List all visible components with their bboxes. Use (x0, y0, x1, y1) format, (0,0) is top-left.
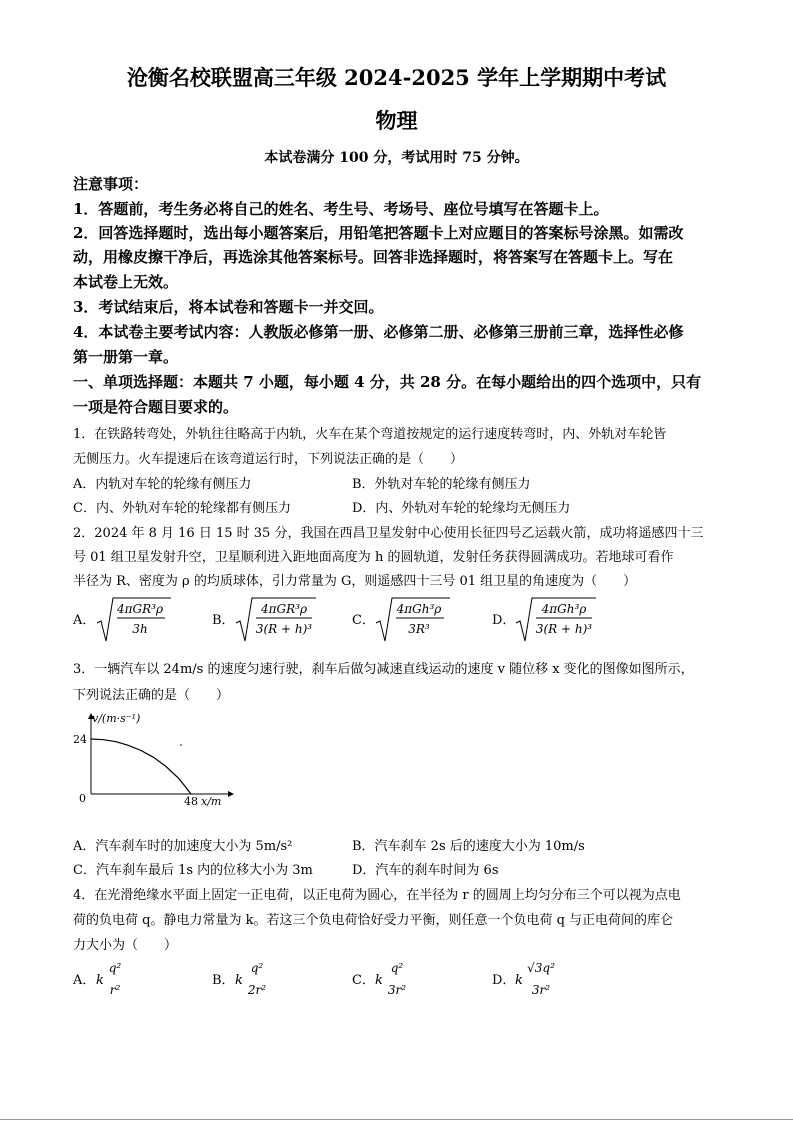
q1-stem: 1．在铁路转弯处，外轨往往略高于内轨，火车在某个弯道按规定的运行速度转弯时，内、外轨对车轮皆 (73, 427, 667, 442)
numerator: 4πGh³ρ (396, 602, 442, 616)
note-line: 第一册第一章。 (73, 348, 179, 366)
notes-heading: 注意事项： (73, 175, 149, 193)
denominator: 3h (132, 622, 148, 636)
q1-option-d: D．内、外轨对车轮的轮缘均无侧压力 (352, 501, 571, 516)
stray-dot (180, 744, 182, 746)
footer-rule (0, 1119, 793, 1120)
q1-stem: 无侧压力。火车提速后在该弯道运行时，下列说法正确的是（ ） (73, 452, 464, 467)
section-heading: 一项是符合题目要求的。 (73, 398, 239, 416)
numerator: 4πGR³ρ (260, 602, 308, 616)
q1-option-b: B．外轨对车轮的轮缘有侧压力 (352, 477, 531, 492)
q2-option-c (352, 595, 472, 649)
option-label: C． (352, 973, 375, 988)
note-line: 本试卷上无效。 (73, 273, 179, 291)
section-heading: 一、单项选择题：本题共 7 小题，每小题 4 分，共 28 分。在每小题给出的四个选项中，只有 (73, 373, 702, 391)
q3-stem: 3．一辆汽车以 24m/s 的速度匀速行驶，刹车后做匀减速直线运动的速度 v 随位移 x 变化的图像如图所示， (73, 662, 694, 677)
q4-stem: 力大小为（ ） (73, 938, 178, 953)
q2-option-a (73, 595, 193, 649)
q2-option-d (492, 595, 612, 649)
y-tick-label: 24 (73, 733, 87, 746)
denominator: 2r² (247, 983, 267, 997)
v-x-curve (91, 739, 191, 794)
q1-option-a: A．内轨对车轮的轮缘有侧压力 (73, 477, 252, 492)
option-label: A． (73, 613, 96, 628)
y-axis-label: v/(m·s⁻¹) (92, 712, 141, 725)
x-axis-label: x/m (201, 795, 222, 808)
option-label: C． (352, 613, 375, 628)
exam-title: 沧衡名校联盟高三年级 2024-2025 学年上学期期中考试 (126, 65, 667, 90)
q3-option-a: A．汽车刹车时的加速度大小为 5m/s² (73, 839, 293, 854)
note-line: 动，用橡皮擦干净后，再选涂其他答案标号。回答非选择题时，将答案写在答题卡上。写在 (73, 248, 674, 266)
denominator: 3(R + h)³ (535, 622, 593, 636)
q2-stem: 2．2024 年 8 月 16 日 15 时 35 分，我国在西昌卫星发射中心使用长征四号乙运载火箭，成功将遥感四十三 (73, 526, 704, 541)
q4-option-c (352, 958, 432, 1002)
q2-option-b (212, 595, 332, 649)
denominator: 3(R + h)³ (255, 622, 313, 636)
note-line: 2．回答选择题时，选出每小题答案后，用铅笔把答题卡上对应题目的答案标号涂黑。如需改 (73, 224, 684, 242)
q2-stem: 号 01 组卫星发射升空，卫星顺利进入距地面高度为 h 的圆轨道，发射任务获得圆满成功。若地球可看作 (73, 550, 674, 565)
numerator: q² (390, 961, 404, 975)
q4-option-a (73, 958, 153, 1002)
option-label: D． (492, 613, 516, 628)
option-label: B． (212, 973, 235, 988)
option-label: B． (212, 613, 235, 628)
numerator: q² (250, 961, 264, 975)
q3-stem: 下列说法正确的是（ ） (73, 688, 230, 703)
note-line: 1．答题前，考生务必将自己的姓名、考生号、考场号、座位号填写在答题卡上。 (73, 200, 609, 218)
denominator: 3r² (387, 983, 407, 997)
x-tick-label: 48 (184, 795, 198, 808)
v-x-graph (73, 710, 243, 814)
q3-option-b: B．汽车刹车 2s 后的速度大小为 10m/s (352, 839, 585, 854)
q4-option-b (212, 958, 292, 1002)
option-label: A． (73, 973, 96, 988)
q2-stem: 半径为 R、密度为 ρ 的均质球体，引力常量为 G，则遥感四十三号 01 组卫星的角速度为（ ） (73, 574, 637, 589)
exam-subject: 物理 (375, 108, 418, 133)
q4-stem: 4．在光滑绝缘水平面上固定一正电荷，以正电荷为圆心，在半径为 r 的圆周上均匀分布三个可以视为点电 (73, 888, 681, 903)
numerator: 4πGh³ρ (541, 602, 587, 616)
q4-stem: 荷的负电荷 q。静电力常量为 k。若这三个负电荷恰好受力平衡，则任意一个负电荷 q 与正电荷间的库仑 (73, 913, 674, 928)
q4-option-d (492, 958, 582, 1002)
denominator: r² (109, 983, 121, 997)
numerator: q² (108, 961, 122, 975)
coefficient: k (235, 973, 243, 988)
coefficient: k (96, 973, 104, 988)
denominator: 3r² (531, 983, 551, 997)
coefficient: k (515, 973, 523, 988)
exam-info: 本试卷满分 100 分，考试用时 75 分钟。 (264, 150, 529, 166)
coefficient: k (375, 973, 383, 988)
note-line: 3．考试结束后，将本试卷和答题卡一并交回。 (73, 298, 384, 316)
q3-option-c: C．汽车刹车最后 1s 内的位移大小为 3m (73, 863, 313, 878)
q1-option-c: C．内、外轨对车轮的轮缘都有侧压力 (73, 501, 291, 516)
v-x-chart-svg (73, 710, 243, 810)
origin-label: 0 (79, 792, 86, 805)
numerator: √3q² (527, 961, 555, 975)
q3-option-d: D．汽车的刹车时间为 6s (352, 863, 499, 878)
denominator: 3R³ (408, 622, 430, 636)
option-label: D． (492, 973, 516, 988)
numerator: 4πGR³ρ (116, 602, 164, 616)
note-line: 4．本试卷主要考试内容：人教版必修第一册、必修第二册、必修第三册前三章，选择性必修 (73, 323, 684, 341)
